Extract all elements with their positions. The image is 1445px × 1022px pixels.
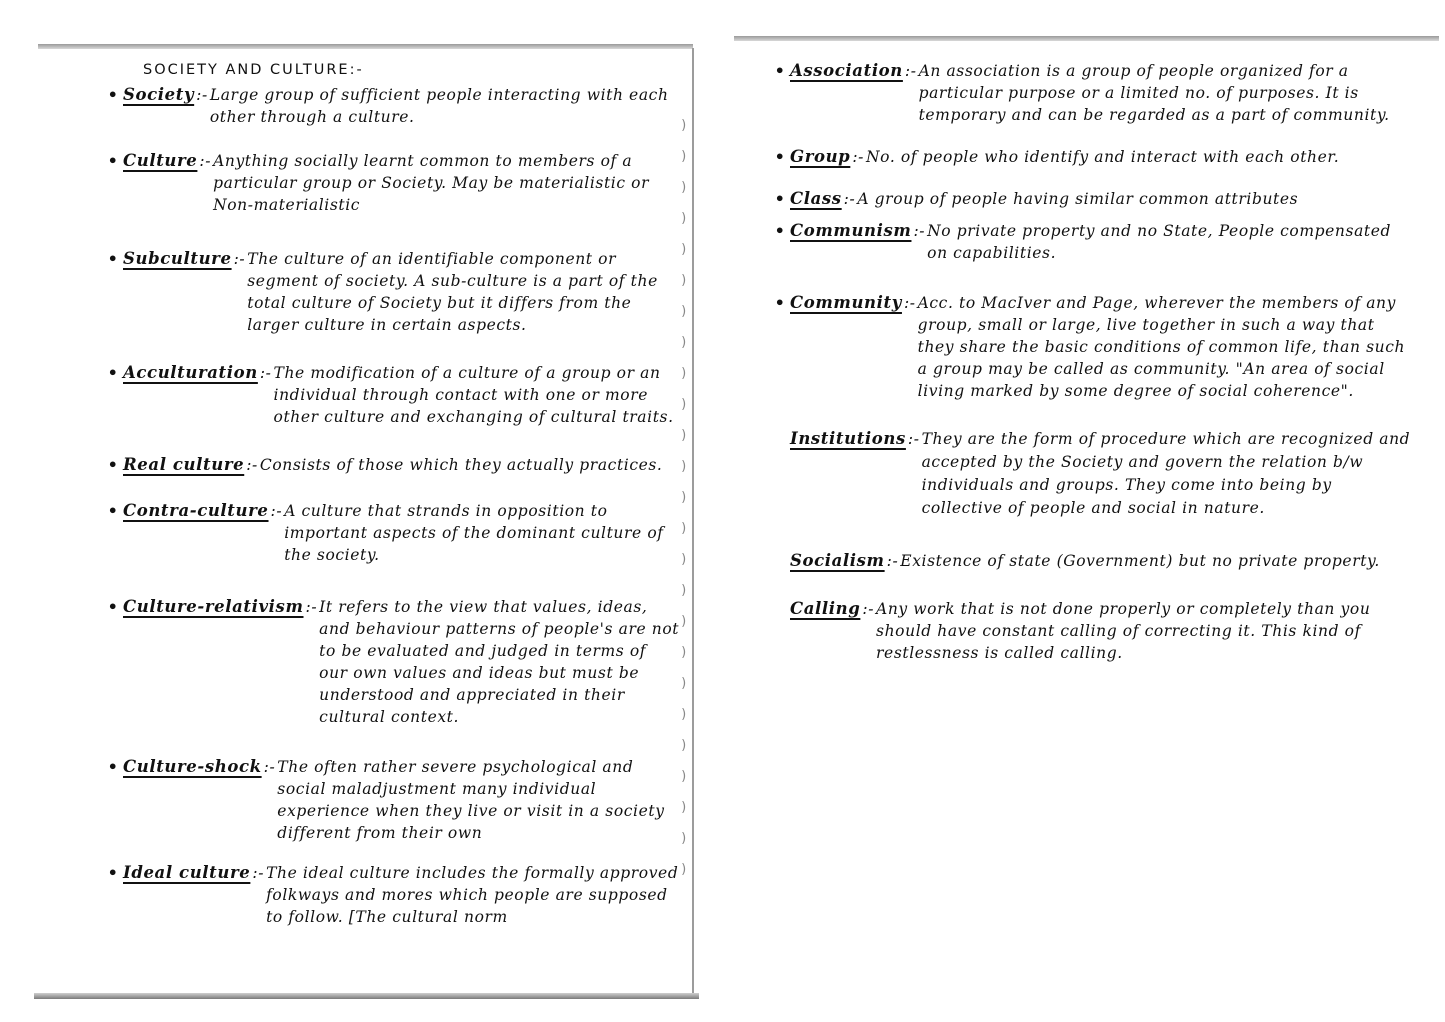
- note-term-wrap: [790, 292, 916, 402]
- bullet-icon: •: [774, 293, 786, 312]
- page-top-edge: [734, 36, 1439, 41]
- note-definition: A culture that strands in opposition to important aspects of the dominant culture of the society.: [284, 502, 664, 564]
- note-term: Acculturation: [123, 363, 258, 382]
- note-entry: [772, 598, 1412, 664]
- bullet-icon: •: [107, 501, 119, 520]
- bullet-icon: •: [107, 863, 119, 882]
- note-term-wrap: [790, 550, 898, 572]
- bullet-icon: •: [774, 221, 786, 240]
- note-term-wrap: [123, 596, 317, 728]
- term-separator: :-: [904, 62, 917, 80]
- note-entry: [105, 500, 680, 566]
- term-separator: :-: [852, 148, 864, 166]
- bullet-icon: •: [774, 61, 786, 80]
- note-definition: Acc. to MacIver and Page, wherever the members of any group, small or large, live together in such a way that they share the basic conditions of common life, than such a group may be called as community. "An area of social living marked by some degree of social coherence".: [917, 294, 1406, 400]
- term-separator: :-: [199, 152, 212, 170]
- bullet-icon: [772, 550, 788, 572]
- note-entry: [105, 84, 680, 128]
- left-page: [0, 0, 715, 1022]
- term-separator: :-: [233, 250, 246, 268]
- note-term: Culture: [123, 151, 198, 170]
- page-top-edge: [38, 44, 693, 49]
- bullet-icon: •: [107, 249, 119, 268]
- note-entry: [105, 596, 680, 728]
- page-bottom-edge: [34, 993, 699, 999]
- term-separator: :-: [252, 864, 265, 882]
- note-term: Culture-relativism: [123, 597, 304, 616]
- bullet-icon: [772, 428, 788, 520]
- term-separator: :-: [913, 222, 926, 240]
- note-term-wrap: [790, 220, 925, 264]
- term-separator: :-: [196, 86, 208, 104]
- bullet-icon: •: [107, 455, 119, 474]
- note-definition: Existence of state (Government) but no private property.: [900, 552, 1380, 570]
- term-separator: :-: [843, 190, 856, 208]
- term-separator: :-: [270, 502, 283, 520]
- note-entry: [105, 454, 680, 476]
- note-entry: [105, 248, 680, 336]
- note-entry: [105, 862, 680, 928]
- bullet-icon: [772, 598, 788, 664]
- page-right-edge: [692, 48, 694, 993]
- note-term: Institutions: [790, 429, 906, 448]
- note-term: Association: [790, 61, 903, 80]
- note-definition: The ideal culture includes the formally approved folkways and mores which people are supposed to follow. [The cultural norm: [266, 864, 679, 926]
- term-separator: :-: [903, 294, 916, 312]
- note-term-wrap: [123, 862, 264, 928]
- page-title: SOCIETY AND CULTURE:-: [143, 62, 364, 78]
- note-term-wrap: [790, 60, 917, 126]
- note-definition: An association is a group of people organized for a particular purpose or a limited no. of purposes. It is temporary and can be regarded as a part of community.: [918, 62, 1390, 124]
- note-definition: A group of people having similar common attributes: [857, 190, 1299, 208]
- note-term: Socialism: [790, 551, 885, 570]
- note-definition: The modification of a culture of a group or an individual through contact with one or more other culture and exchanging of cultural traits.: [273, 364, 674, 426]
- note-term: Real culture: [123, 455, 245, 474]
- note-definition: It refers to the view that values, ideas, and behaviour patterns of people's are not to be evaluated and judged in terms of our own values and ideas but must be understood and appreciated in their cultural context.: [319, 598, 680, 726]
- note-term-wrap: [790, 428, 920, 520]
- note-definition: No. of people who identify and interact with each other.: [866, 148, 1340, 166]
- note-term-wrap: [123, 500, 282, 566]
- note-entry: [105, 756, 680, 844]
- note-term-wrap: [123, 84, 208, 128]
- note-term-wrap: [123, 756, 275, 844]
- note-term: Calling: [790, 599, 861, 618]
- note-term-wrap: [790, 188, 855, 210]
- term-separator: :-: [886, 552, 899, 570]
- note-definition: Anything socially learnt common to members of a particular group or Society. May be materialistic or Non-materialistic: [213, 152, 650, 214]
- term-separator: :-: [907, 430, 920, 448]
- note-definition: No private property and no State, People compensated on capabilities.: [927, 222, 1392, 262]
- note-term-wrap: [790, 598, 874, 664]
- term-separator: :-: [263, 758, 276, 776]
- bullet-icon: •: [107, 757, 119, 776]
- note-entry: [772, 292, 1412, 402]
- note-entry: [105, 362, 680, 428]
- note-term: Community: [790, 293, 902, 312]
- note-term-wrap: [123, 150, 211, 216]
- note-term: Ideal culture: [123, 863, 251, 882]
- note-term: Class: [790, 189, 842, 208]
- note-definition: The often rather severe psychological and social maladjustment many individual experience when they live or visit in a society different from their own: [277, 758, 665, 842]
- note-entry: [772, 220, 1412, 264]
- note-term: Group: [790, 147, 851, 166]
- note-term: Subculture: [123, 249, 232, 268]
- note-entry: [772, 188, 1412, 210]
- note-term: Contra-culture: [123, 501, 269, 520]
- bullet-icon: •: [774, 189, 786, 208]
- note-entry: [105, 150, 680, 216]
- note-term: Communism: [790, 221, 912, 240]
- note-term-wrap: [123, 362, 272, 428]
- note-definition: They are the form of procedure which are recognized and accepted by the Society and govern the relation b/w individuals and groups. They come into being by collective of people and social in nature.: [921, 430, 1411, 517]
- note-definition: Large group of sufficient people interacting with each other through a culture.: [209, 86, 669, 126]
- note-term: Culture-shock: [123, 757, 262, 776]
- note-term: Society: [123, 85, 195, 104]
- term-separator: :-: [259, 364, 272, 382]
- note-entry: [772, 550, 1412, 572]
- note-entry: [772, 428, 1412, 520]
- bullet-icon: •: [107, 363, 119, 382]
- binding-ticks: ) ) ) ) ) ) ) ) ) ) ) ) ) ) ) ) ) ) ) ) ) ) ) ) ): [680, 118, 688, 877]
- right-notes: [772, 60, 1412, 664]
- left-notes: [105, 62, 680, 928]
- bullet-icon: •: [774, 147, 786, 166]
- term-separator: :-: [862, 600, 875, 618]
- note-definition: Consists of those which they actually practices.: [259, 456, 663, 474]
- note-entry: [772, 146, 1412, 168]
- term-separator: :-: [305, 598, 318, 616]
- bullet-icon: •: [107, 151, 119, 170]
- note-definition: The culture of an identifiable component or segment of society. A sub-culture is a part of the total culture of Society but it differs from the larger culture in certain aspects.: [247, 250, 658, 334]
- bullet-icon: •: [107, 85, 119, 104]
- note-definition: Any work that is not done properly or completely than you should have constant calling of correcting it. This kind of restlessness is called calling.: [876, 600, 1371, 662]
- note-term-wrap: [790, 146, 864, 168]
- note-term-wrap: [123, 248, 245, 336]
- bullet-icon: •: [107, 597, 119, 616]
- term-separator: :-: [246, 456, 258, 474]
- note-term-wrap: [123, 454, 258, 476]
- note-entry: [772, 60, 1412, 126]
